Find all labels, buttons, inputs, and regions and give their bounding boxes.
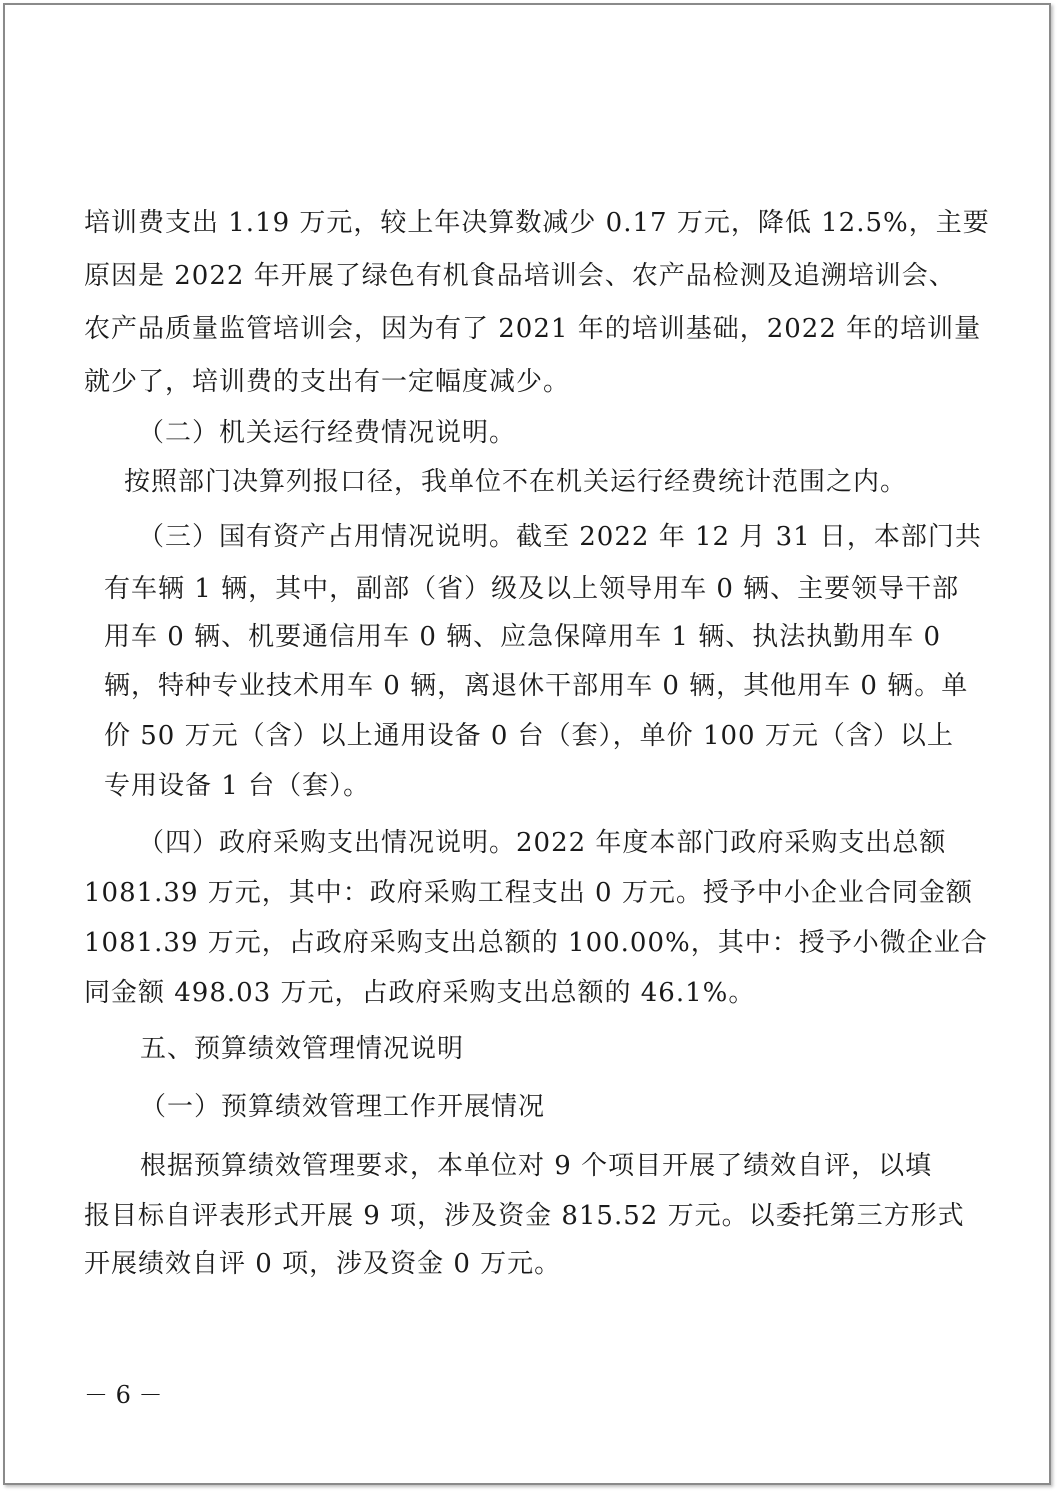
section-heading: 五、预算绩效管理情况说明 (140, 1034, 465, 1064)
text-line: 就少了，培训费的支出有一定幅度减少。 (84, 367, 571, 397)
text-line: 1081.39 万元，其中：政府采购工程支出 0 万元。授予中小企业合同金额 (84, 878, 973, 908)
text-line: （三）国有资产占用情况说明。截至 2022 年 12 月 31 日，本部门共 (138, 522, 982, 552)
text-line: 同金额 498.03 万元，占政府采购支出总额的 46.1%。 (84, 978, 756, 1008)
text-line: 有车辆 1 辆，其中，副部（省）级及以上领导用车 0 辆、主要领导干部 (104, 574, 960, 604)
text-line: （四）政府采购支出情况说明。2022 年度本部门政府采购支出总额 (138, 828, 947, 858)
text-line: 价 50 万元（含）以上通用设备 0 台（套），单价 100 万元（含）以上 (104, 721, 954, 751)
text-line: 1081.39 万元，占政府采购支出总额的 100.00%，其中：授予小微企业合 (84, 928, 988, 958)
text-line: 报目标自评表形式开展 9 项，涉及资金 815.52 万元。以委托第三方形式 (84, 1201, 965, 1231)
text-line: 辆，特种专业技术用车 0 辆，离退休干部用车 0 辆，其他用车 0 辆。单 (104, 671, 969, 701)
text-line: 专用设备 1 台（套）。 (104, 771, 371, 801)
section-heading: （二）机关运行经费情况说明。 (138, 418, 517, 448)
text-line: 根据预算绩效管理要求，本单位对 9 个项目开展了绩效自评，以填 (140, 1151, 933, 1181)
text-line: 原因是 2022 年开展了绿色有机食品培训会、农产品检测及追溯培训会、 (84, 261, 956, 291)
text-line: 按照部门决算列报口径，我单位不在机关运行经费统计范围之内。 (124, 467, 908, 497)
text-line: 用车 0 辆、机要通信用车 0 辆、应急保障用车 1 辆、执法执勤用车 0 (104, 622, 942, 652)
text-line: 培训费支出 1.19 万元，较上年决算数减少 0.17 万元，降低 12.5%，主要 (84, 208, 990, 238)
page-number: － 6 － (84, 1381, 163, 1409)
text-line: 开展绩效自评 0 项，涉及资金 0 万元。 (84, 1249, 562, 1279)
subsection-heading: （一）预算绩效管理工作开展情况 (140, 1092, 546, 1122)
text-line: 农产品质量监管培训会，因为有了 2021 年的培训基础，2022 年的培训量 (84, 314, 982, 344)
